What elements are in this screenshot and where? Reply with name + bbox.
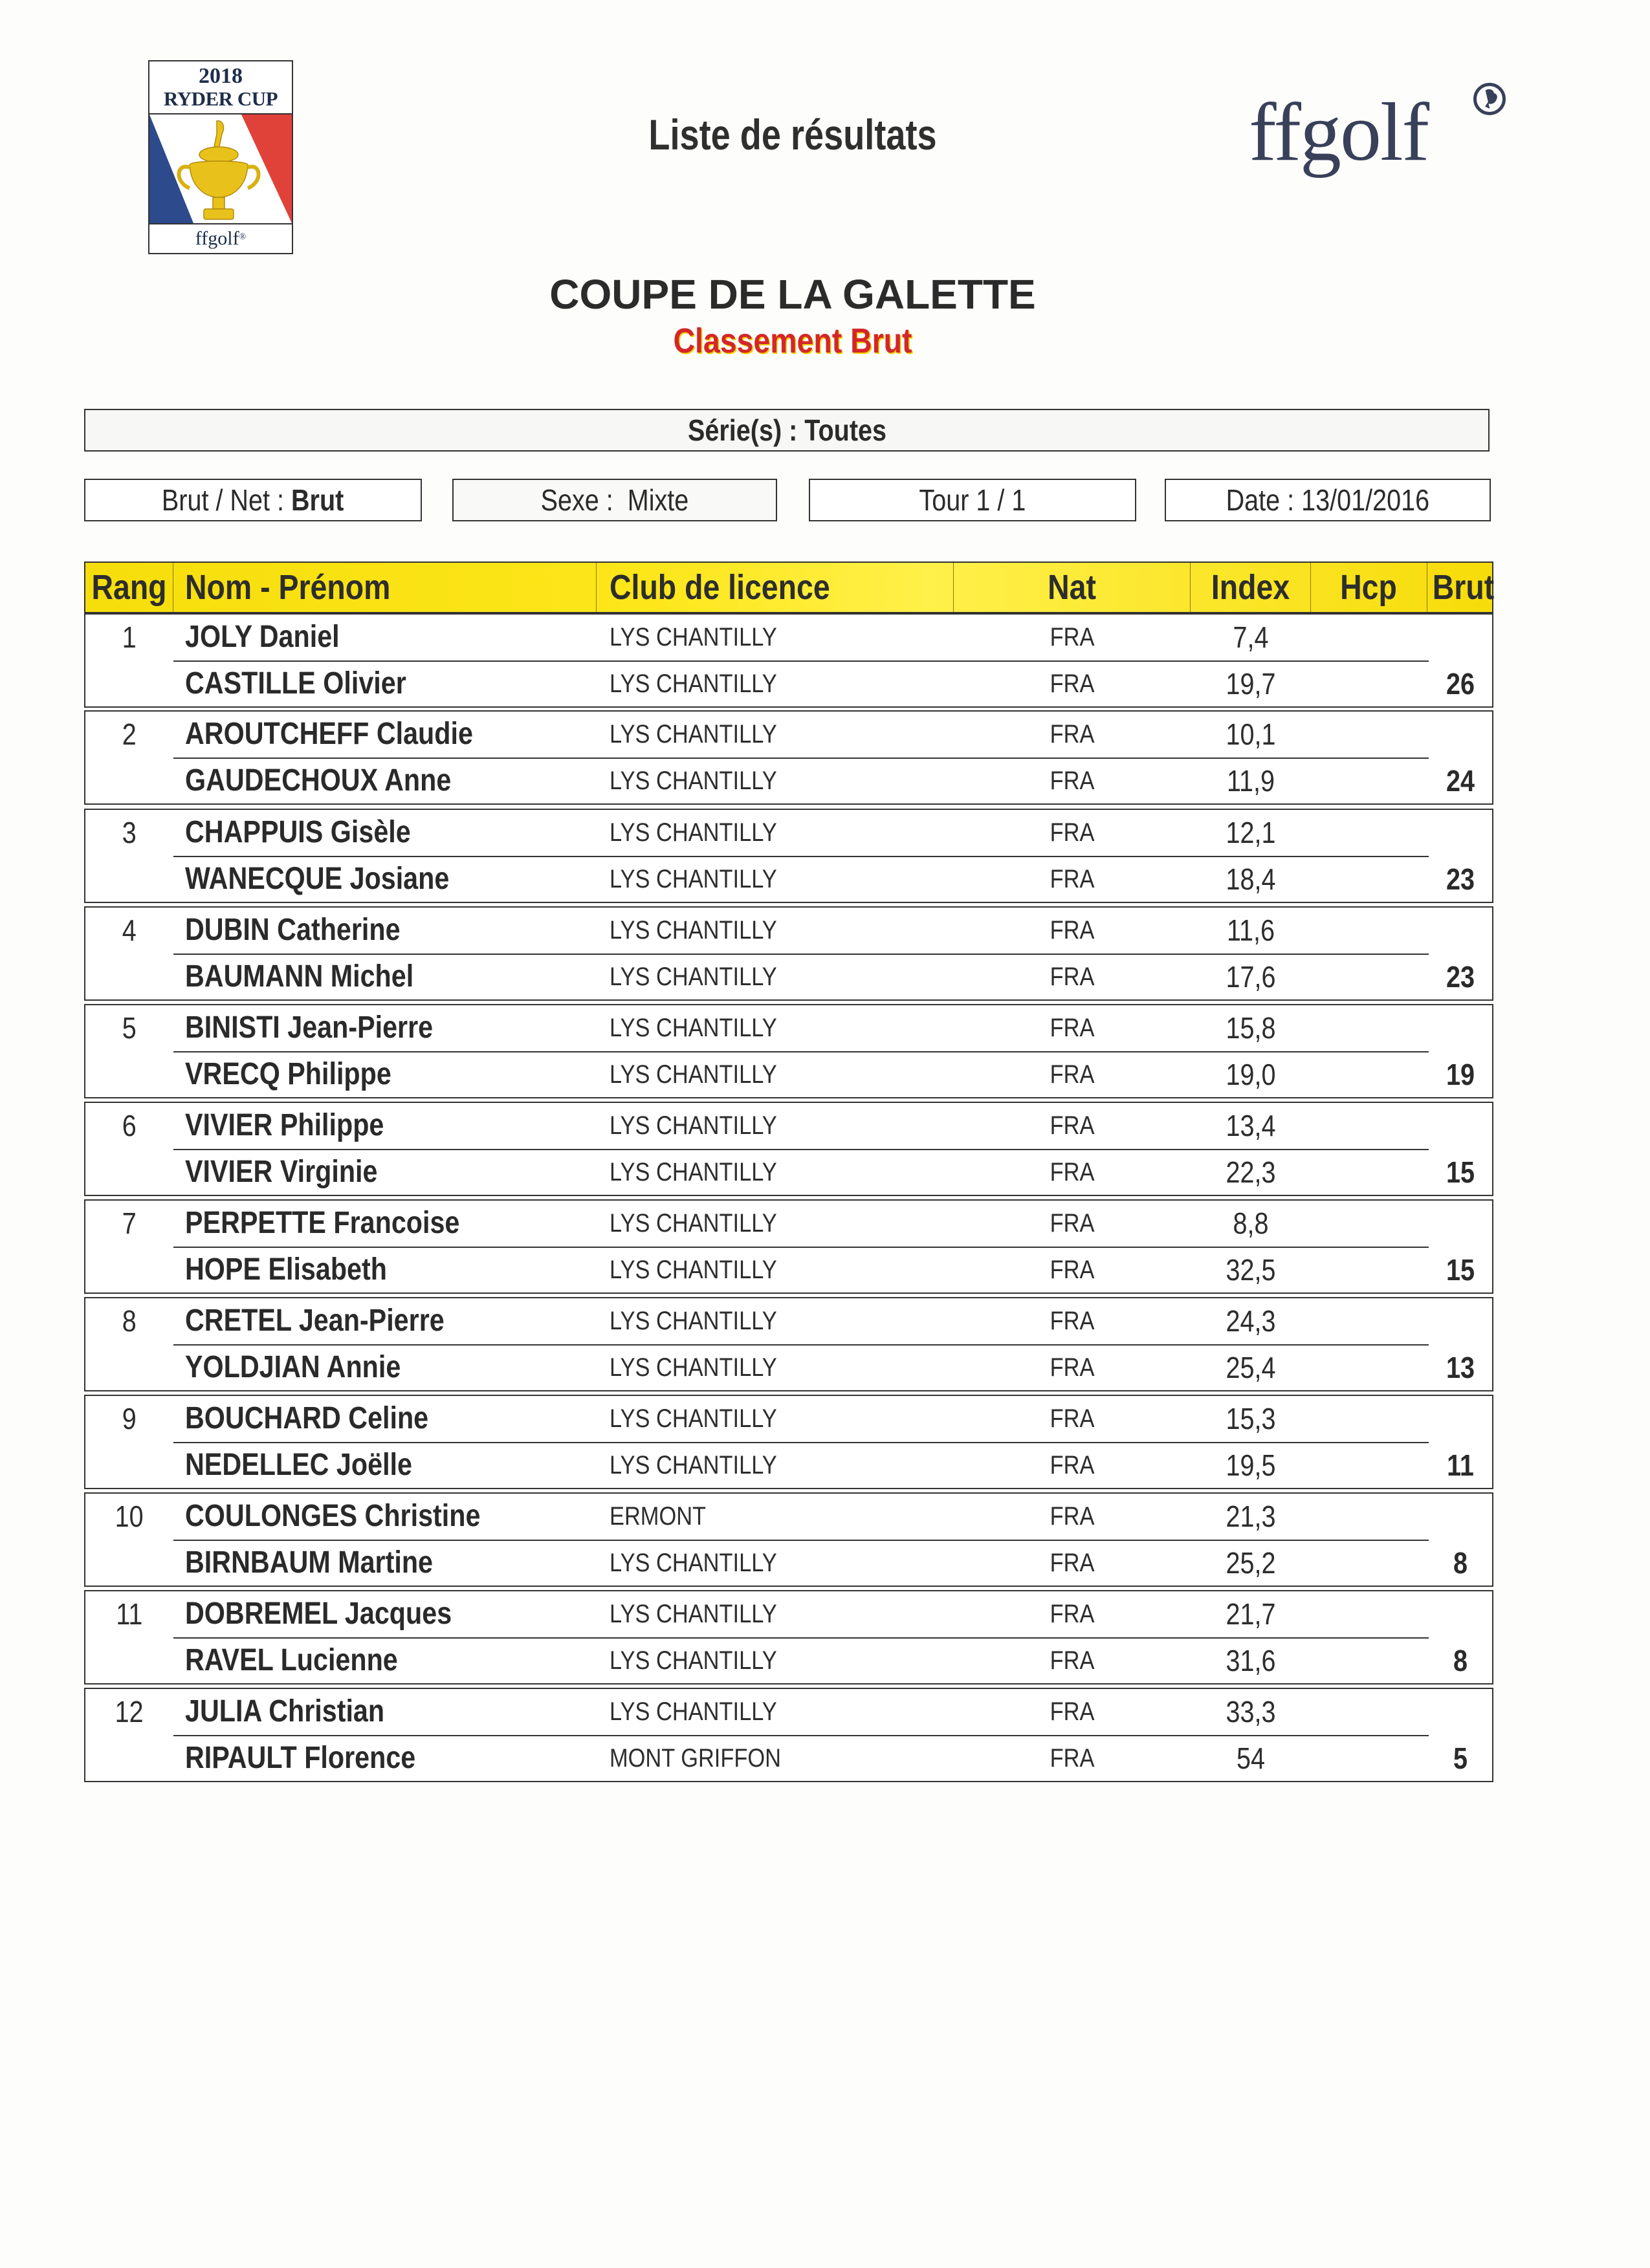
table-row (173, 1689, 1429, 1734)
player-club: LYS CHANTILLY (610, 916, 777, 944)
column-header-index: Index (1191, 563, 1311, 612)
player-club: LYS CHANTILLY (610, 1549, 777, 1577)
player-nat: FRA (1050, 865, 1095, 893)
date-text: Date : 13/01/2016 (1226, 483, 1430, 517)
player-nat: FRA (1050, 1697, 1095, 1726)
result-group (84, 1492, 1493, 1587)
player-index: 25,2 (1226, 1546, 1276, 1580)
rooster-registered-icon (1473, 83, 1506, 115)
player-club: LYS CHANTILLY (610, 767, 777, 795)
series-filter-text: Série(s) : Toutes (687, 413, 886, 447)
table-row (173, 661, 1429, 706)
player-nat: FRA (1050, 1060, 1095, 1089)
player-index: 19,0 (1226, 1058, 1276, 1091)
table-row (173, 1396, 1429, 1441)
player-name: WANECQUE Josiane (185, 862, 450, 896)
result-group (84, 906, 1493, 1001)
brut-score: 24 (1446, 764, 1475, 798)
brut-score: 23 (1446, 862, 1475, 896)
brut-score: 5 (1453, 1741, 1468, 1775)
table-row (173, 1345, 1429, 1390)
player-club: LYS CHANTILLY (610, 1060, 777, 1089)
player-index: 12,1 (1226, 816, 1276, 849)
player-index: 10,1 (1226, 717, 1276, 751)
player-nat: FRA (1050, 1014, 1095, 1042)
player-nat: FRA (1050, 1307, 1095, 1335)
player-club: LYS CHANTILLY (610, 623, 777, 651)
player-nat: FRA (1050, 767, 1095, 795)
brut-score: 19 (1446, 1058, 1475, 1091)
player-name: CHAPPUIS Gisèle (185, 815, 411, 849)
rank-cell: 9 (122, 1402, 137, 1435)
player-name: YOLDJIAN Annie (185, 1350, 401, 1384)
result-group (84, 809, 1493, 903)
table-row (173, 1103, 1429, 1148)
column-header-hcp: Hcp (1311, 563, 1427, 612)
player-index: 32,5 (1226, 1253, 1276, 1287)
column-header-brut: Brut (1432, 568, 1495, 607)
table-row (173, 856, 1429, 902)
table-row (173, 1150, 1429, 1195)
result-group (84, 1590, 1493, 1685)
player-index: 18,4 (1226, 862, 1276, 896)
player-index: 17,6 (1226, 960, 1276, 994)
player-index: 33,3 (1226, 1695, 1276, 1728)
table-row (173, 1540, 1429, 1586)
player-club: LYS CHANTILLY (610, 1451, 777, 1479)
series-filter-box (84, 409, 1490, 452)
brut-score: 15 (1446, 1155, 1475, 1189)
result-group (84, 710, 1493, 805)
player-club: LYS CHANTILLY (610, 1209, 777, 1238)
player-name: CASTILLE Olivier (185, 666, 406, 701)
player-nat: FRA (1050, 1646, 1095, 1675)
brut-net-value: Brut (291, 483, 344, 517)
player-club: LYS CHANTILLY (610, 1404, 777, 1433)
brut-score: 26 (1446, 667, 1475, 701)
brut-score: 13 (1446, 1351, 1475, 1384)
player-name: PERPETTE Francoise (185, 1206, 460, 1240)
brut-net-text (162, 483, 344, 518)
player-name: COULONGES Christine (185, 1499, 481, 1533)
player-club: ERMONT (610, 1502, 707, 1531)
ryder-cup-name: RYDER CUP (163, 87, 278, 110)
player-club: LYS CHANTILLY (610, 670, 777, 698)
result-group (84, 1004, 1493, 1098)
registered-mark: ® (239, 232, 247, 242)
result-group (84, 1395, 1493, 1489)
player-nat: FRA (1050, 1353, 1095, 1382)
brut-net-label: Brut / Net : (162, 483, 292, 517)
player-index: 15,3 (1226, 1402, 1276, 1435)
rank-cell: 2 (122, 717, 137, 751)
rank-cell: 8 (122, 1304, 137, 1338)
player-nat: FRA (1050, 720, 1095, 748)
column-header-nom-prenom: Nom - Prénom (173, 563, 597, 612)
result-group (84, 1297, 1493, 1391)
player-index: 11,9 (1226, 764, 1275, 798)
brut-score: 15 (1446, 1253, 1475, 1287)
table-row (173, 615, 1429, 660)
player-club: LYS CHANTILLY (610, 720, 777, 748)
sexe-text: Sexe : Mixte (540, 483, 689, 517)
ryder-cup-logo-title (149, 61, 292, 112)
player-name: VRECQ Philippe (185, 1057, 391, 1091)
document-title: Liste de résultats (648, 111, 937, 158)
rank-cell: 4 (122, 913, 137, 947)
table-row (173, 908, 1429, 953)
player-index: 31,6 (1226, 1644, 1276, 1677)
player-club: LYS CHANTILLY (610, 1111, 777, 1140)
date-box (1165, 479, 1491, 521)
player-index: 21,7 (1226, 1597, 1276, 1631)
table-row (173, 810, 1429, 855)
table-row (173, 1298, 1429, 1344)
ryder-cup-footer-text: ffgolf (195, 228, 239, 249)
player-name: VIVIER Virginie (185, 1155, 378, 1189)
player-nat: FRA (1050, 1111, 1095, 1140)
table-row (173, 1494, 1429, 1539)
player-nat: FRA (1050, 963, 1095, 991)
table-row (173, 712, 1429, 757)
player-club: MONT GRIFFON (610, 1744, 781, 1772)
table-row (173, 1052, 1429, 1097)
result-group (84, 1102, 1493, 1196)
player-name: RAVEL Lucienne (185, 1643, 398, 1677)
rank-cell: 12 (115, 1695, 144, 1728)
player-name: RIPAULT Florence (185, 1741, 416, 1775)
player-index: 19,7 (1226, 667, 1276, 701)
player-club: LYS CHANTILLY (610, 1307, 777, 1335)
table-row (173, 1638, 1429, 1683)
rank-cell: 6 (122, 1109, 137, 1142)
player-index: 22,3 (1226, 1155, 1276, 1189)
ryder-cup-logo-footer (149, 224, 292, 253)
player-nat: FRA (1050, 1600, 1095, 1628)
tour-box (809, 479, 1136, 521)
player-name: HOPE Elisabeth (185, 1252, 387, 1287)
event-title: COUPE DE LA GALETTE (549, 271, 1036, 318)
ryder-cup-year: 2018 (199, 64, 243, 88)
player-nat: FRA (1050, 818, 1095, 847)
ffgolf-brand-logo: ffgolf (1249, 86, 1429, 178)
brut-net-box (84, 479, 422, 521)
brut-score: 8 (1453, 1644, 1468, 1677)
player-name: JOLY Daniel (185, 620, 340, 654)
rank-cell: 10 (115, 1499, 144, 1533)
result-group (84, 1199, 1493, 1294)
player-nat: FRA (1050, 670, 1095, 698)
column-header-rang: Rang (85, 563, 173, 612)
table-row (173, 1005, 1429, 1051)
player-nat: FRA (1050, 1158, 1095, 1186)
player-index: 11,6 (1226, 913, 1275, 947)
player-name: DUBIN Catherine (185, 913, 401, 947)
table-row (173, 1443, 1429, 1488)
player-nat: FRA (1050, 1209, 1095, 1238)
player-nat: FRA (1050, 623, 1095, 651)
player-club: LYS CHANTILLY (610, 963, 777, 991)
player-index: 54 (1236, 1741, 1265, 1775)
player-index: 24,3 (1226, 1304, 1276, 1338)
sexe-box (452, 479, 777, 521)
table-row (173, 1201, 1429, 1246)
player-name: VIVIER Philippe (185, 1108, 384, 1142)
player-name: NEDELLEC Joëlle (185, 1448, 412, 1482)
table-row (173, 1736, 1429, 1781)
rank-cell: 7 (122, 1206, 137, 1240)
player-name: AROUTCHEFF Claudie (185, 717, 473, 751)
brut-score: 8 (1453, 1546, 1468, 1580)
player-name: JULIA Christian (185, 1694, 385, 1728)
player-club: LYS CHANTILLY (610, 1646, 777, 1675)
player-index: 25,4 (1226, 1351, 1276, 1384)
player-nat: FRA (1050, 1744, 1095, 1772)
rank-cell: 5 (122, 1011, 137, 1045)
player-index: 8,8 (1233, 1206, 1269, 1240)
player-name: BOUCHARD Celine (185, 1401, 429, 1435)
player-name: BAUMANN Michel (185, 959, 414, 994)
player-nat: FRA (1050, 1502, 1095, 1531)
player-club: LYS CHANTILLY (610, 818, 777, 847)
rank-cell: 1 (122, 620, 137, 654)
player-club: LYS CHANTILLY (610, 1600, 777, 1628)
ranking-type-subtitle: Classement Brut (673, 322, 912, 360)
player-club: LYS CHANTILLY (610, 865, 777, 893)
player-club: LYS CHANTILLY (610, 1158, 777, 1186)
table-row (173, 758, 1429, 803)
column-header-nat: Nat (954, 563, 1191, 612)
column-header-club: Club de licence (597, 563, 954, 612)
player-name: BIRNBAUM Martine (185, 1545, 433, 1580)
player-index: 21,3 (1226, 1499, 1276, 1533)
brut-score: 11 (1447, 1448, 1474, 1482)
player-name: DOBREMEL Jacques (185, 1597, 452, 1631)
rank-cell: 11 (116, 1597, 143, 1631)
results-table-header (84, 562, 1493, 613)
player-index: 13,4 (1226, 1109, 1276, 1142)
rank-cell: 3 (122, 816, 137, 849)
table-row (173, 1247, 1429, 1292)
table-row (173, 1591, 1429, 1637)
tour-text: Tour 1 / 1 (919, 483, 1026, 517)
player-club: LYS CHANTILLY (610, 1697, 777, 1726)
player-club: LYS CHANTILLY (610, 1014, 777, 1042)
result-group (84, 1688, 1493, 1782)
player-index: 19,5 (1226, 1448, 1276, 1482)
player-index: 15,8 (1226, 1011, 1276, 1045)
player-name: GAUDECHOUX Anne (185, 763, 452, 798)
player-nat: FRA (1050, 1256, 1095, 1284)
player-name: BINISTI Jean-Pierre (185, 1010, 434, 1045)
player-nat: FRA (1050, 916, 1095, 944)
player-name: CRETEL Jean-Pierre (185, 1303, 445, 1338)
player-nat: FRA (1050, 1404, 1095, 1433)
player-nat: FRA (1050, 1451, 1095, 1479)
result-group (84, 613, 1493, 708)
player-nat: FRA (1050, 1549, 1095, 1577)
player-club: LYS CHANTILLY (610, 1353, 777, 1382)
player-index: 7,4 (1233, 620, 1269, 654)
brut-score: 23 (1446, 960, 1475, 994)
player-club: LYS CHANTILLY (610, 1256, 777, 1284)
table-row (173, 954, 1429, 999)
